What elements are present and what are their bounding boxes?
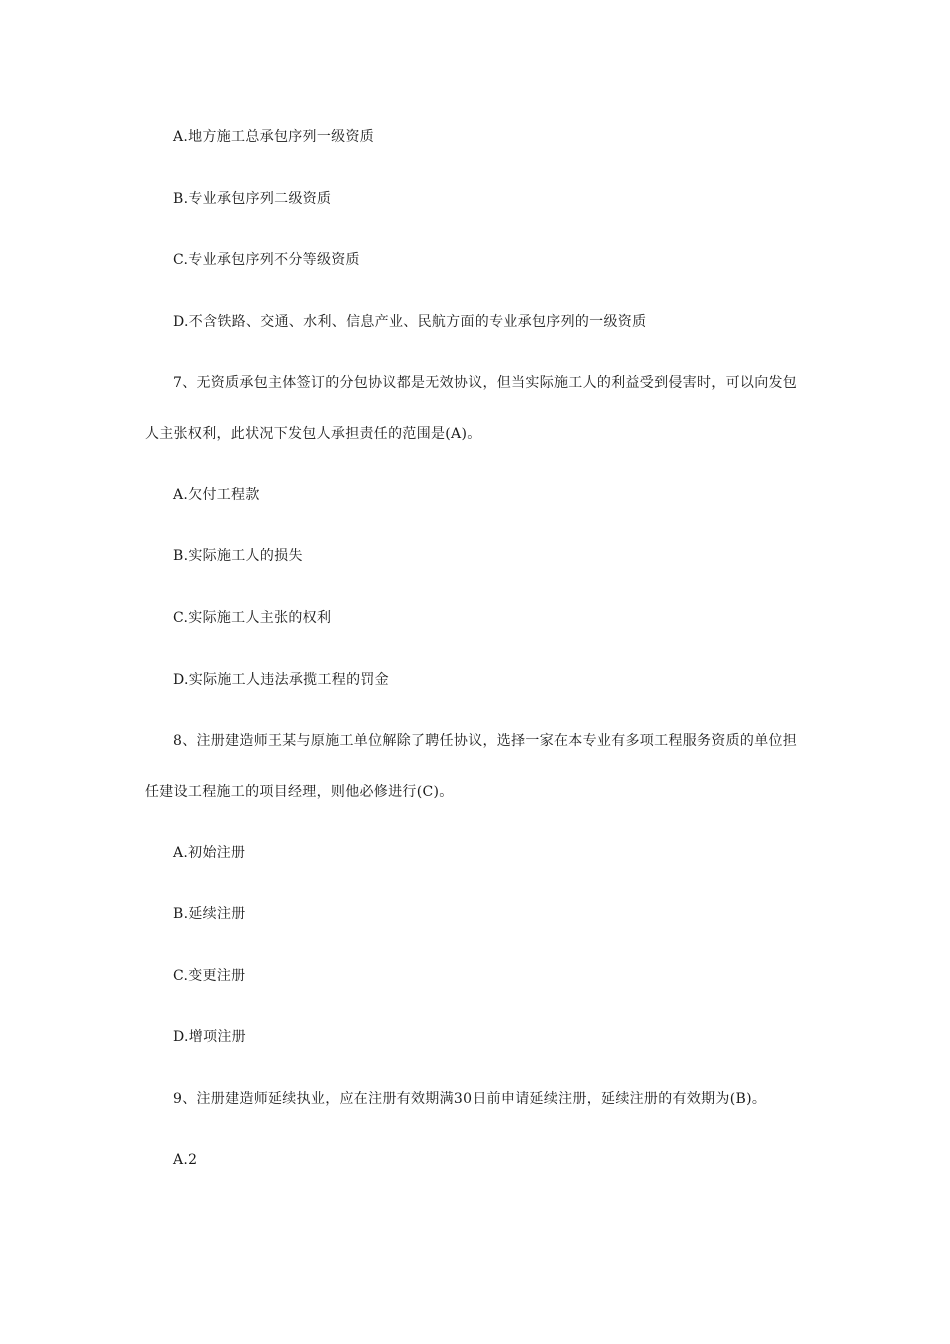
q8-option-a: A.初始注册: [173, 845, 246, 861]
q7-stem-line1: 7、无资质承包主体签订的分包协议都是无效协议，但当实际施工人的利益受到侵害时，可以向发包: [173, 375, 798, 391]
q8-option-c: C.变更注册: [173, 968, 246, 984]
q8-stem-line1: 8、注册建造师王某与原施工单位解除了聘任协议，选择一家在本专业有多项工程服务资质的单位担: [173, 733, 798, 749]
q6-option-b: B.专业承包序列二级资质: [173, 191, 332, 207]
q7-option-d: D.实际施工人违法承揽工程的罚金: [173, 672, 389, 688]
q7-stem-line2: 人主张权利，此状况下发包人承担责任的范围是(A)。: [145, 426, 482, 442]
q9-stem-line1: 9、注册建造师延续执业，应在注册有效期满30日前申请延续注册，延续注册的有效期为(B)。: [173, 1091, 767, 1107]
q8-option-b: B.延续注册: [173, 906, 246, 922]
q9-option-a: A.2: [173, 1152, 198, 1168]
q7-option-b: B.实际施工人的损失: [173, 548, 303, 564]
q6-option-c: C.专业承包序列不分等级资质: [173, 252, 360, 268]
q8-stem-line2: 任建设工程施工的项目经理，则他必修进行(C)。: [145, 784, 454, 800]
q6-option-d: D.不含铁路、交通、水利、信息产业、民航方面的专业承包序列的一级资质: [173, 314, 647, 330]
q6-option-a: A.地方施工总承包序列一级资质: [173, 129, 375, 145]
q7-option-c: C.实际施工人主张的权利: [173, 610, 332, 626]
q8-option-d: D.增项注册: [173, 1029, 246, 1045]
q7-option-a: A.欠付工程款: [173, 487, 260, 503]
